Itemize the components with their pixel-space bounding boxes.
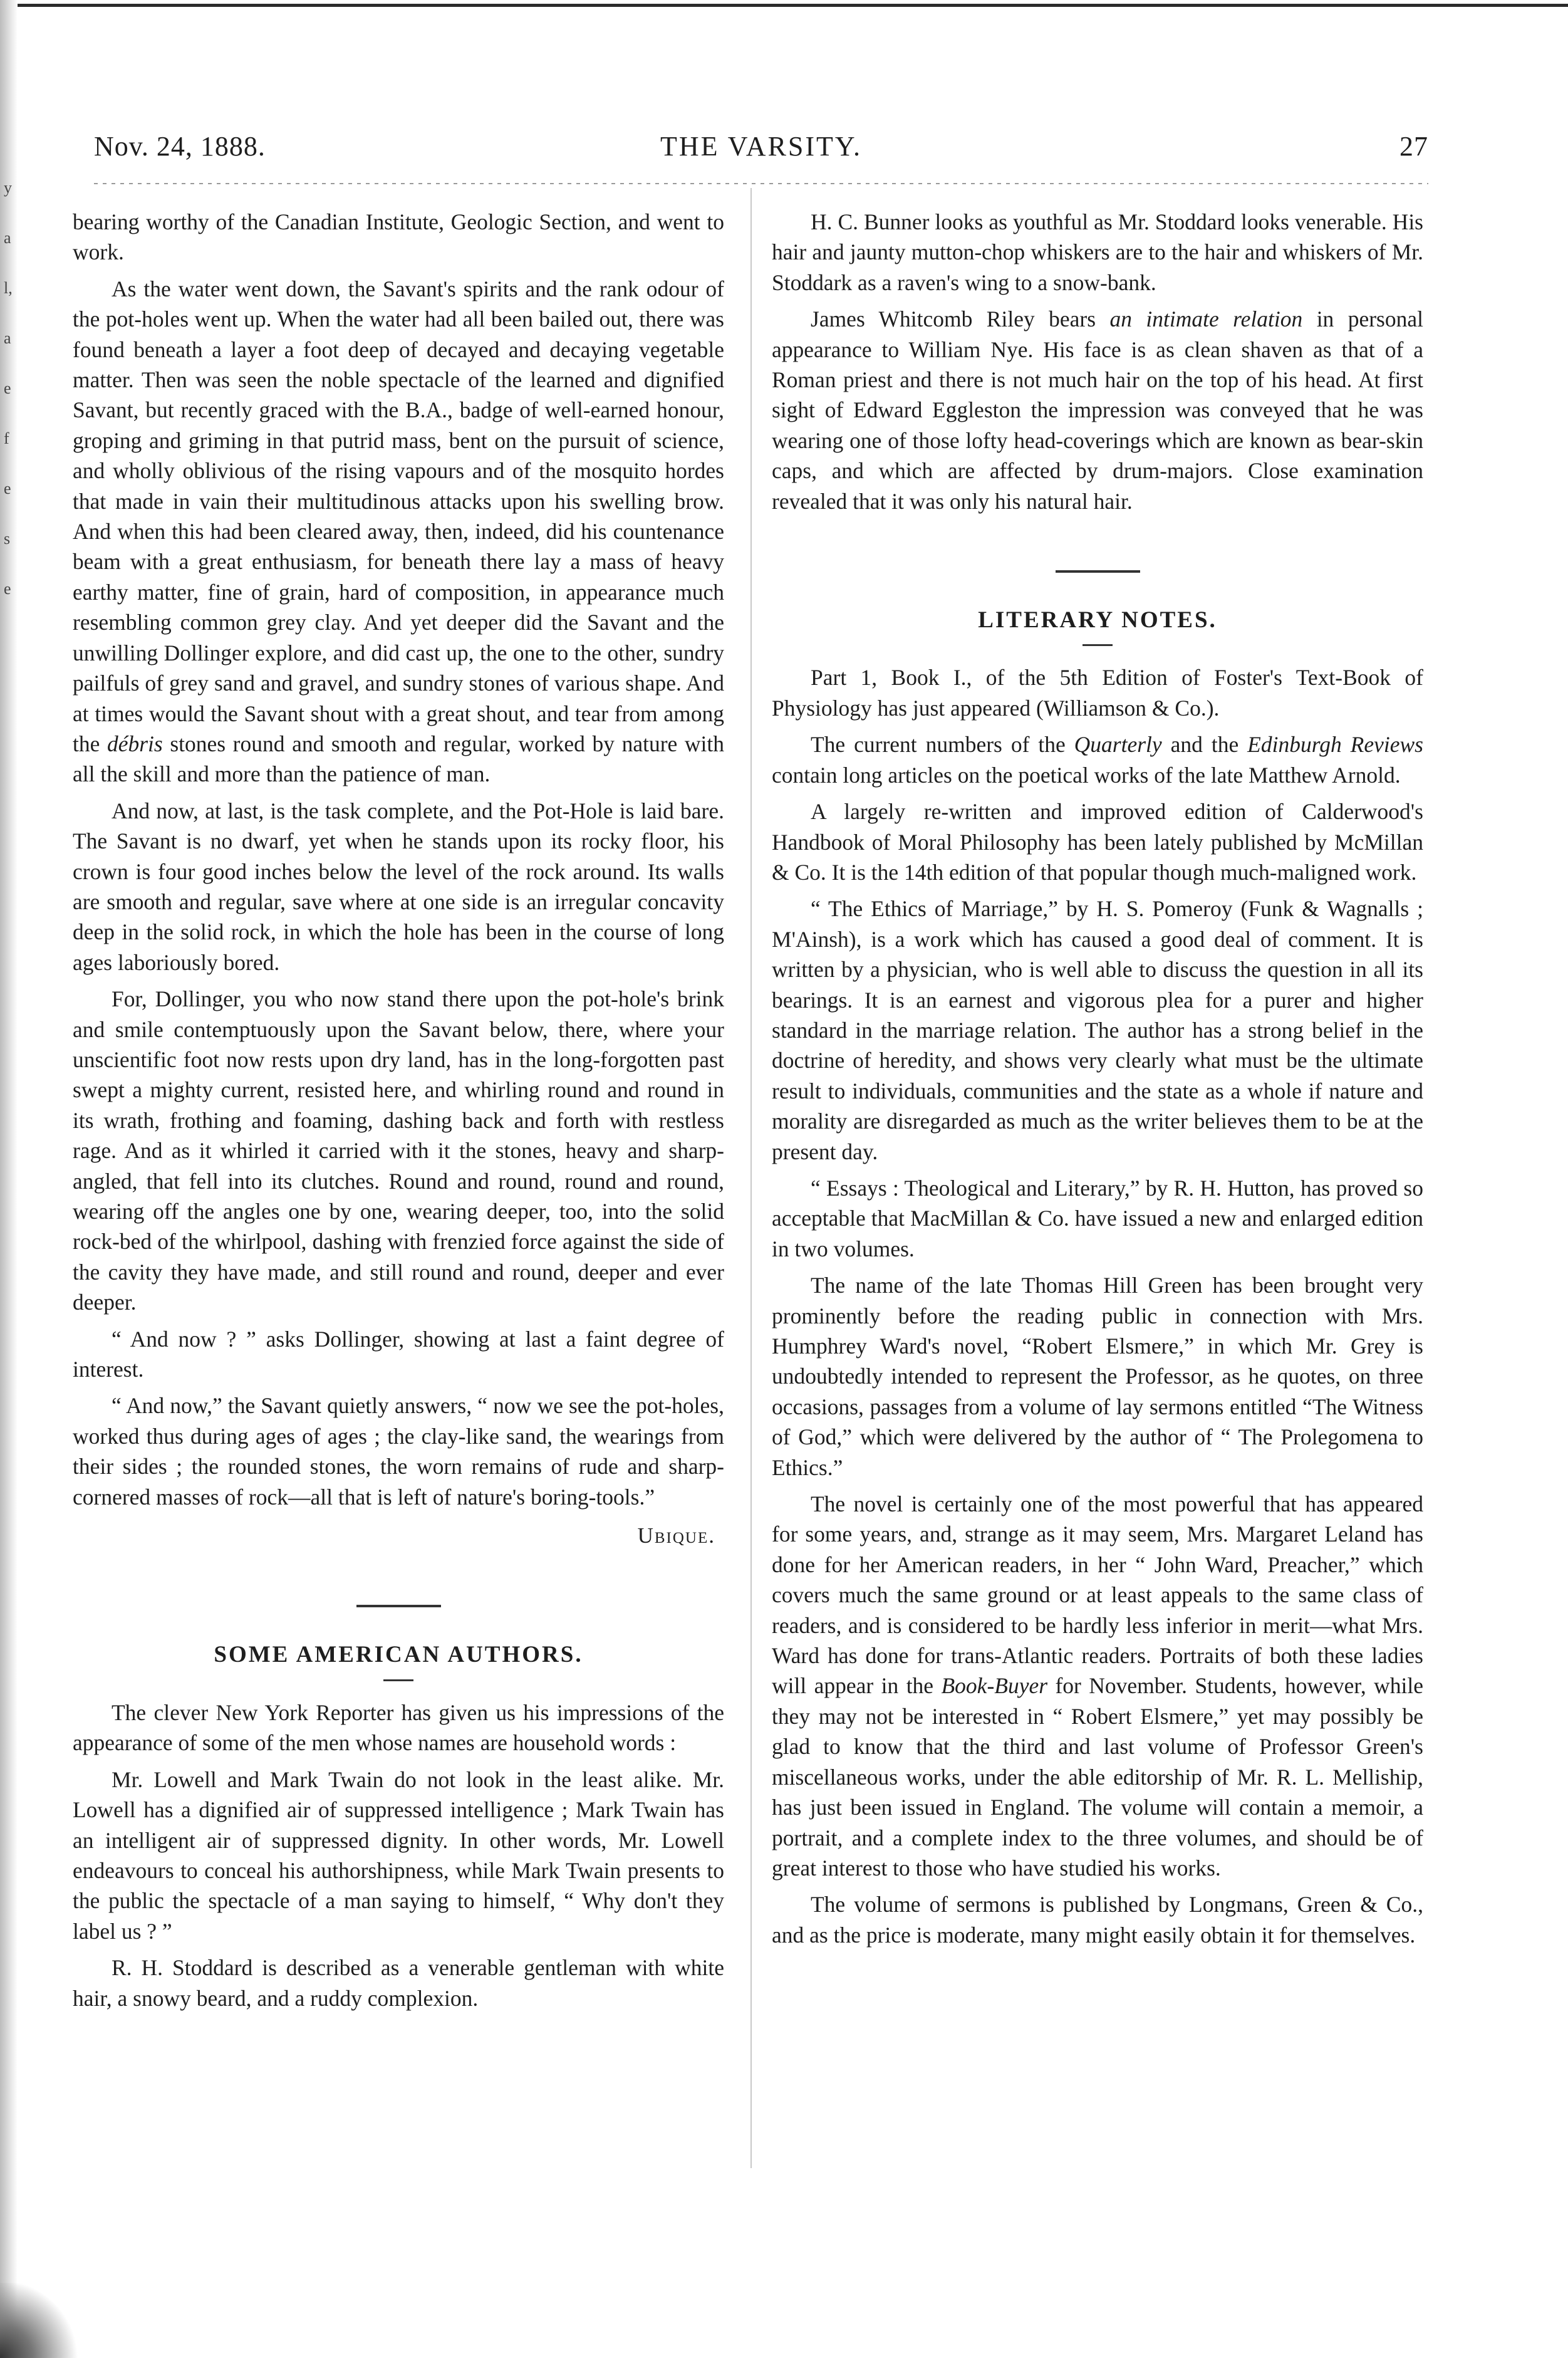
left-column: [73, 207, 724, 2020]
margin-fragment: l,: [4, 279, 13, 297]
margin-fragment: e: [4, 379, 11, 397]
margin-fragment: s: [4, 530, 11, 548]
margin-fragment: y: [4, 179, 12, 197]
title-underline: [383, 1679, 413, 1681]
article-paragraph: For, Dollinger, you who now stand there upon the pot-hole's brink and smile contemptuously upon the Savant below, there, where your unscientific foot now rests upon dry land, has in the long-forgotten past swept a mighty current, resisted here, and whirling round and round in its wrath, frothing and foaming, dashing back and forth with restless rage. And as it whirled it carried with it the stones, heavy and sharp-angled, that fell into its clutches. Round and round, round and round, wearing off the angles one by one, wearing deeper, too, into the solid rock-bed of the whirlpool, dashing with frenzied force against the side of the cavity they have made, and still round and round, deeper and ever deeper.: [73, 986, 724, 1315]
note-paragraph: The name of the late Thomas Hill Green has been brought very prominently before the reading public in connection with Mrs. Humphrey Ward's novel, “Robert Elsmere,” in which Mr. Grey is undoubtedly intended to represent the Professor, as he quotes, on three occasions, passages from a volume of lay sermons entitled “The Witness of God,” which were delivered by the author of “ The Prolegomena to Ethics.”: [772, 1273, 1423, 1480]
paragraph-text: for November. Students, however, while they may not be interested in “ Robert Elsmere,” yet may possibly be glad to know that the third and last volume of Professor Green's miscellaneous works, under the able editorship of Mr. R. L. Melliship, has just been issued in England. The volume will contain a memoir, a portrait, and a complete index to the three volumes, and should be of great interest to those who have studied his works.: [772, 1673, 1423, 1881]
paragraph-text: in personal appearance to William Nye. His face is as clean shaven as that of a Roman priest and there is not much hair on the top of his head. At first sight of Edward Eggleston the impression was conveyed that he was wearing one of those lofty head-coverings which are known as bear-skin caps, and which are affected by drum-majors. Close examination revealed that it was only his natural hair.: [772, 306, 1423, 514]
section-title: SOME AMERICAN AUTHORS.: [214, 1642, 583, 1668]
issue-date: Nov. 24, 1888.: [94, 131, 266, 162]
page-number: 27: [1399, 131, 1428, 162]
article-paragraph: H. C. Bunner looks as youthful as Mr. Stoddard looks venerable. His hair and jaunty mutton-chop whiskers are to the hair and whiskers of Mr. Stoddark as a raven's wing to a snow-bank.: [772, 209, 1423, 295]
corner-stain: [0, 2283, 81, 2358]
article-paragraph: “ And now,” the Savant quietly answers, “ now we see the pot-holes, worked thus during ages of ages ; the clay-like sand, the wearings from their sides ; the rounded stones, the worn remains of rude and sharp-cornered masses of rock—all that is left of nature's boring-tools.”: [73, 1393, 724, 1510]
margin-fragment: e: [4, 580, 11, 598]
italic-title: Book-Buyer: [941, 1673, 1048, 1699]
section-separator: [1056, 570, 1140, 573]
note-paragraph: A largely re-written and improved edition of Calderwood's Handbook of Moral Philosophy has been lately published by McMillan & Co. It is the 14th edition of that popular though much-maligned work.: [772, 799, 1423, 885]
top-border-rule: [0, 4, 1568, 7]
article-paragraph: Mr. Lowell and Mark Twain do not look in the least alike. Mr. Lowell has a dignified air of suppressed intelligence ; Mark Twain has an intelligent air of suppressed dignity. In other words, Mr. Lowell endeavours to conceal his authorshipness, while Mark Twain presents to the public the spectacle of a man saying to himself, “ Why don't they label us ? ”: [73, 1766, 724, 1944]
italic-term: débris: [106, 731, 163, 756]
note-paragraph: The volume of sermons is published by Longmans, Green & Co., and as the price is moderate, many might easily obtain it for themselves.: [772, 1892, 1423, 1948]
article-paragraph: [772, 304, 1423, 516]
author-signature: Ubique.: [637, 1523, 715, 1548]
paragraph-text: James Whitcomb Riley bears: [811, 306, 1096, 332]
header-rule: [94, 183, 1428, 184]
margin-fragment: a: [4, 229, 11, 247]
note-paragraph: Part 1, Book I., of the 5th Edition of Foster's Text-Book of Physiology has just appeared (Williamson & Co.).: [772, 665, 1423, 721]
margin-fragment: e: [4, 479, 11, 498]
margin-fragments: [4, 163, 16, 1103]
article-paragraph: “ And now ? ” asks Dollinger, showing at last a faint degree of interest.: [73, 1326, 724, 1382]
title-underline: [1083, 644, 1113, 646]
right-column: [772, 207, 1423, 1956]
italic-phrase: an intimate relation: [1109, 306, 1303, 332]
section-title: LITERARY NOTES.: [978, 607, 1217, 634]
note-paragraph: “ The Ethics of Marriage,” by H. S. Pomeroy (Funk & Wagnalls ; M'Ainsh), is a work which has caused a good deal of comment. It is written by a physician, who is well able to discuss the question in all its bearings. It is an earnest and vigorous plea for a purer and higher standard in the marriage relation. The author has a strong belief in the doctrine of heredity, and shows very clearly what must be the ultimate result to individuals, communities and the state as a whole if nature and morality are disregarded as much as the writer believes them to be at the present day.: [772, 896, 1423, 1164]
margin-fragment: a: [4, 329, 11, 347]
note-paragraph: [772, 729, 1423, 790]
column-divider: [750, 188, 752, 2168]
article-paragraph: R. H. Stoddard is described as a venerable gentleman with white hair, a snowy beard, and a ruddy complexion.: [73, 1955, 724, 2011]
section-separator: [356, 1605, 441, 1607]
article-paragraph: The clever New York Reporter has given us his impressions of the appearance of some of the men whose names are household words :: [73, 1699, 724, 1756]
masthead: THE VARSITY.: [660, 131, 863, 162]
note-paragraph: [772, 1489, 1423, 1883]
note-paragraph: “ Essays : Theological and Literary,” by R. H. Hutton, has proved so acceptable that MacMillan & Co. have issued a new and enlarged edition in two volumes.: [772, 1175, 1423, 1261]
italic-title: Quarterly: [1074, 732, 1162, 758]
margin-fragment: f: [4, 429, 9, 447]
paragraph-text: The novel is certainly one of the most powerful that has appeared for some years, and, strange as it may seem, Mrs. Margaret Leland has done for her American readers, in her “ John Ward, Preacher,” which covers much the same ground or at least appeals to the same class of readers, and is considered to be hardly less inferior in merit—what Mrs. Ward has done for trans-Atlantic readers. Portraits of both these ladies will appear in the: [772, 1491, 1423, 1699]
article-paragraph: bearing worthy of the Canadian Institute, Geologic Section, and went to work.: [73, 209, 724, 265]
article-paragraph: And now, at last, is the task complete, and the Pot-Hole is laid bare. The Savant is no dwarf, yet when he stands upon its rocky floor, his crown is four good inches below the level of the rock around. Its walls are smooth and regular, save where at one side is an irregular concavity deep in the solid rock, in which the hole has been in the course of long ages laboriously bored.: [73, 798, 724, 975]
paragraph-text: stones round and smooth and regular, worked by nature with all the skill and more than the patience of man.: [73, 731, 724, 787]
paragraph-text: contain long articles on the poetical works of the late Matthew Arnold.: [772, 762, 1401, 788]
italic-title: Edinburgh Reviews: [1247, 732, 1423, 758]
article-paragraph: [73, 274, 724, 790]
running-header: [94, 130, 1428, 174]
paragraph-text: As the water went down, the Savant's spirits and the rank odour of the pot-holes went up. When the water had all been bailed out, there was found beneath a layer a foot deep of decayed and decaying vegetable matter. Then was seen the noble spectacle of the learned and dignified Savant, but recently graced with the B.A., badge of well-earned honour, groping and griming in that putrid mass, bent on the pursuit of science, and wholly oblivious of the rising vapours and of the mosquito hordes that made in vain their multitudinous attacks upon his swelling brow. And when this had been cleared away, then, indeed, did his countenance beam with a great enthusiasm, for beneath there lay a mass of heavy earthy matter, fine of grain, hard of composition, in appearance much resembling common grey clay. And yet deeper did the Savant and the unwilling Dollinger explore, and did cast up, the one to the other, sundry pailfuls of grey sand and gravel, and sundry stones of various shape. And at times would the Savant shout with a great shout, and tear from among the: [73, 276, 724, 756]
paragraph-text: and the: [1170, 732, 1239, 758]
paragraph-text: The current numbers of the: [811, 732, 1066, 758]
